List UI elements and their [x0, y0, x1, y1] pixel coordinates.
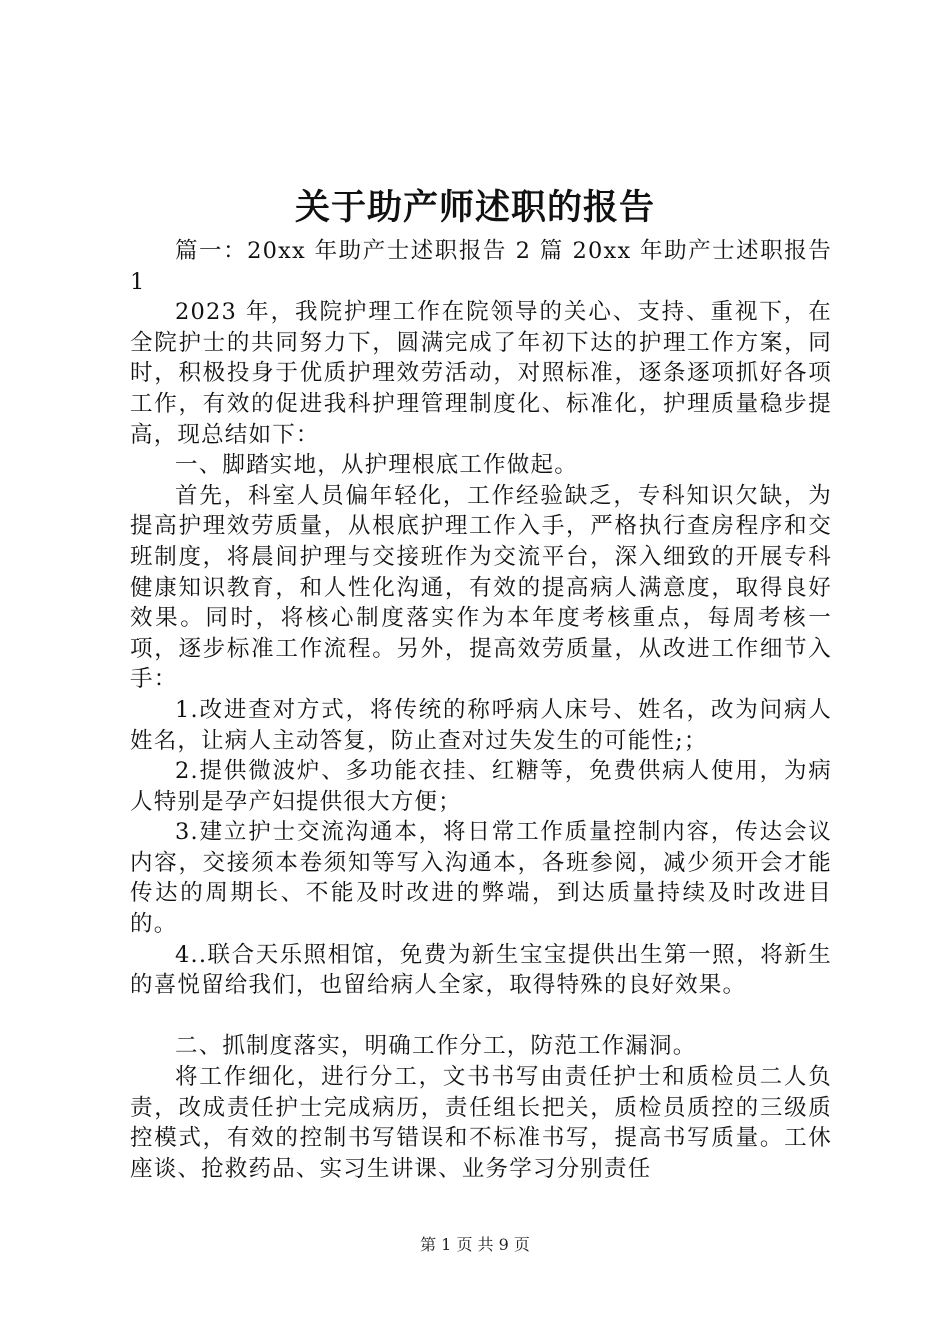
section-heading-part-one: 篇一：20xx 年助产士述职报告 2 篇 20xx 年助产士述职报告 1: [130, 238, 832, 295]
paragraph-second: 将工作细化，进行分工，文书书写由责任护士和质检员二人负责，改成责任护士完成病历，责任组长把关，质检员质控的三级质控模式，有效的控制书写错误和不标准书写，提高书写质量。工休座谈、抢救药品、实习生讲课、业务学习分别责任: [130, 1064, 832, 1182]
intro-paragraph: 2023 年，我院护理工作在院领导的关心、支持、重视下，在全院护士的共同努力下，圆满完成了年初下达的护理工作方案，同时，积极投身于优质护理效劳活动，对照标准，逐条逐项抓好各项工作，有效的促进我科护理管理制度化、标准化，护理质量稳步提高，现总结如下：: [130, 299, 832, 448]
list-item-3: 3.建立护士交流沟通本，将日常工作质量控制内容，传达会议内容，交接须本卷须知等写入沟通本，各班参阅，减少须开会才能传达的周期长、不能及时改进的弊端，到达质量持续及时改进目的。: [130, 819, 832, 938]
paragraph-first: 首先，科室人员偏年轻化，工作经验缺乏，专科知识欠缺，为提高护理效劳质量，从根底护理工作入手，严格执行查房程序和交班制度，将晨间护理与交接班作为交流平台，深入细致的开展专科健康知识教育，和人性化沟通，有效的提高病人满意度，取得良好效果。同时，将核心制度落实作为本年度考核重点，每周考核一项，逐步标准工作流程。另外，提高效劳质量，从改进工作细节入手：: [130, 482, 832, 693]
list-item-4: 4..联合天乐照相馆，免费为新生宝宝提供出生第一照，将新生的喜悦留给我们，也留给病人全家，取得特殊的良好效果。: [130, 941, 832, 999]
list-item-1: 1.改进查对方式，将传统的称呼病人床号、姓名，改为问病人姓名，让病人主动答复，防止查对过失发生的可能性;；: [130, 696, 832, 754]
document-body: [130, 236, 832, 1184]
section-heading-two: 二、抓制度落实，明确工作分工，防范工作漏洞。: [175, 1033, 697, 1060]
list-item-2: 2.提供微波炉、多功能衣挂、红糖等，免费供病人使用，为病人特别是孕产妇提供很大方便；: [130, 758, 832, 815]
page-footer: 第 1 页 共 9 页: [420, 1235, 530, 1254]
section-heading-one: 一、脚踏实地，从护理根底工作做起。: [175, 452, 578, 479]
document-title: 关于助产师述职的报告: [294, 187, 655, 228]
